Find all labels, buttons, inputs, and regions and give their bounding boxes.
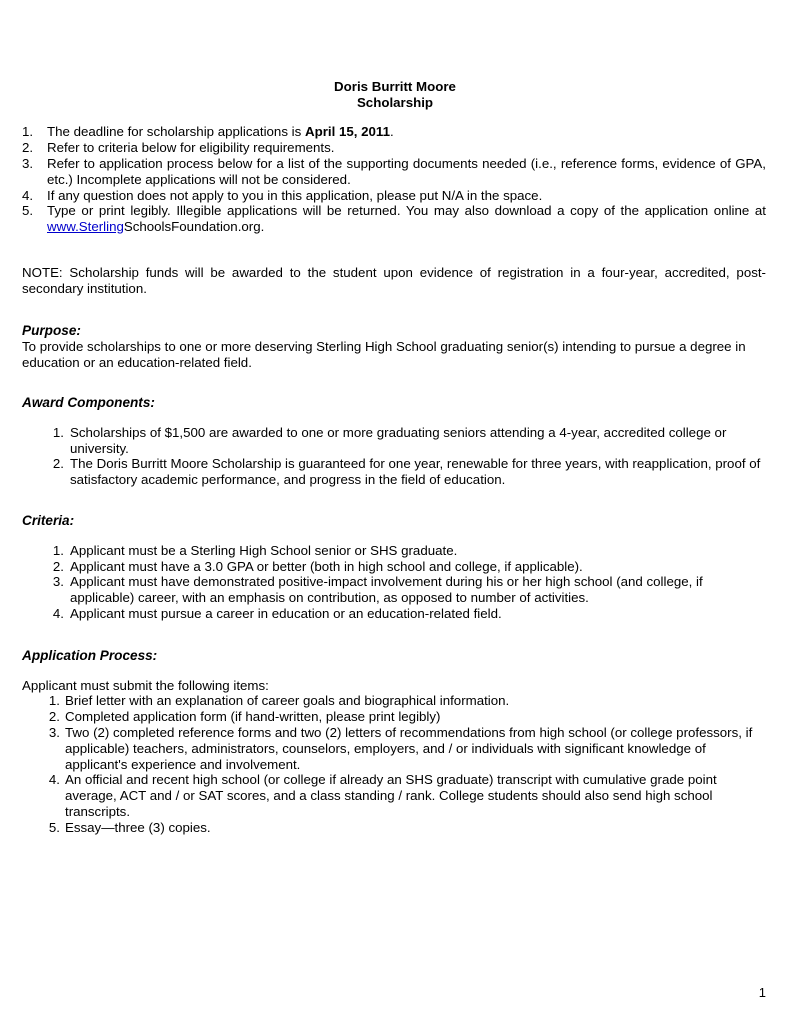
list-item-number: 1.	[22, 124, 34, 140]
list-item	[22, 188, 766, 204]
list-item-text-suffix: .	[389, 124, 394, 140]
page-title-line-1: Doris Burritt Moore	[334, 79, 456, 94]
page-number: 1	[758, 985, 766, 1000]
list-item-text: Refer to criteria below for eligibility requirements.	[47, 140, 335, 156]
foundation-website-link[interactable]: www.Sterling	[47, 219, 124, 235]
list-item	[22, 140, 766, 156]
list-item-number: 2.	[48, 709, 60, 725]
list-item-number: 3.	[52, 574, 64, 590]
application-process-lead-in: Applicant must submit the following items:	[22, 677, 269, 693]
list-item-text: Applicant must have demonstrated positive-impact involvement during his or her high school (and college, if applicable) career, with an emphasis on contribution, as opposed to number of activities.	[70, 574, 703, 606]
document-body	[22, 111, 766, 835]
list-item-text-prefix: The deadline for scholarship applications is	[47, 124, 305, 140]
purpose-body: To provide scholarships to one or more deserving Sterling High School graduating senior(s) intending to pursue a degree in education or an education-related field.	[22, 339, 746, 371]
section-heading-purpose: Purpose:	[22, 322, 81, 338]
list-item-number: 5.	[48, 819, 60, 835]
list-item-text: Scholarships of $1,500 are awarded to one or more graduating seniors attending a 4-year, accredited college or university.	[70, 424, 727, 456]
list-item	[44, 772, 766, 819]
deadline-date: April 15, 2011	[304, 124, 390, 140]
list-item-text: Applicant must pursue a career in education or an education-related field.	[70, 605, 502, 621]
list-item	[48, 456, 766, 488]
list-item-number: 4.	[52, 605, 64, 621]
award-components-list	[22, 411, 766, 488]
list-item-text-prefix: Type or print legibly. Illegible applications will be returned. You may also download a copy of the application online at	[47, 203, 766, 219]
list-item-number: 2.	[52, 558, 64, 574]
list-item	[22, 156, 766, 188]
list-item-text: An official and recent high school (or college if already an SHS graduate) transcript with cumulative grade point average, ACT and / or SAT scores, and a class standing / rank. College students should also send high school transcripts.	[65, 772, 717, 819]
list-item-number: 1.	[48, 693, 60, 709]
note-paragraph: NOTE: Scholarship funds will be awarded to the student upon evidence of registration in a four-year, accredited, post-secondary institution.	[22, 264, 766, 296]
list-item	[22, 203, 766, 235]
application-process-list	[22, 693, 766, 835]
list-item-text: The Doris Burritt Moore Scholarship is guaranteed for one year, renewable for three years, with reapplication, proof of satisfactory academic performance, and progress in the field of education.	[70, 456, 761, 488]
list-item	[44, 725, 766, 772]
page-title	[0, 0, 790, 111]
list-item	[48, 574, 766, 606]
list-item	[48, 559, 766, 575]
list-item-number: 3.	[22, 156, 34, 171]
list-item	[44, 820, 766, 836]
list-item-text: Applicant must have a 3.0 GPA or better (both in high school and college, if applicable).	[70, 558, 583, 574]
list-item-text: Two (2) completed reference forms and two (2) letters of recommendations from high school (or college professors, if applicable) teachers, administrators, counselors, employers, and / or individuals with significant knowledge of applicant's experience and involvement.	[65, 724, 753, 772]
list-item	[48, 543, 766, 559]
list-item	[48, 606, 766, 622]
list-item-number: 3.	[48, 724, 60, 740]
list-item-number: 1.	[52, 542, 64, 558]
list-item-number: 1.	[52, 424, 64, 440]
list-item	[44, 709, 766, 725]
list-item-text: Applicant must be a Sterling High School senior or SHS graduate.	[70, 542, 458, 558]
section-heading-criteria: Criteria:	[22, 512, 75, 528]
list-item-text-suffix: SchoolsFoundation.org.	[123, 219, 265, 235]
list-item-number: 2.	[52, 456, 64, 472]
list-item-text: Essay—three (3) copies.	[65, 819, 211, 835]
list-item-text: Brief letter with an explanation of career goals and biographical information.	[65, 693, 510, 709]
instructions-list	[22, 111, 766, 235]
list-item-text: Refer to application process below for a list of the supporting documents needed (i.e., reference forms, evidence of GPA, etc.) Incomplete applications will not be considered.	[47, 156, 766, 187]
section-heading-application-process: Application Process:	[22, 647, 158, 663]
list-item-text: If any question does not apply to you in this application, please put N/A in the space.	[47, 187, 543, 203]
page-title-line-2: Scholarship	[356, 95, 434, 111]
list-item-number: 2.	[22, 140, 34, 156]
list-item	[44, 693, 766, 709]
list-item-number: 4.	[48, 772, 60, 788]
criteria-list	[22, 529, 766, 622]
list-item	[48, 425, 766, 457]
list-item-number: 4.	[22, 187, 34, 203]
list-item-number: 5.	[22, 203, 34, 219]
section-heading-award-components: Award Components:	[22, 394, 155, 410]
list-item	[22, 124, 766, 140]
list-item-text: Completed application form (if hand-written, please print legibly)	[65, 709, 441, 725]
